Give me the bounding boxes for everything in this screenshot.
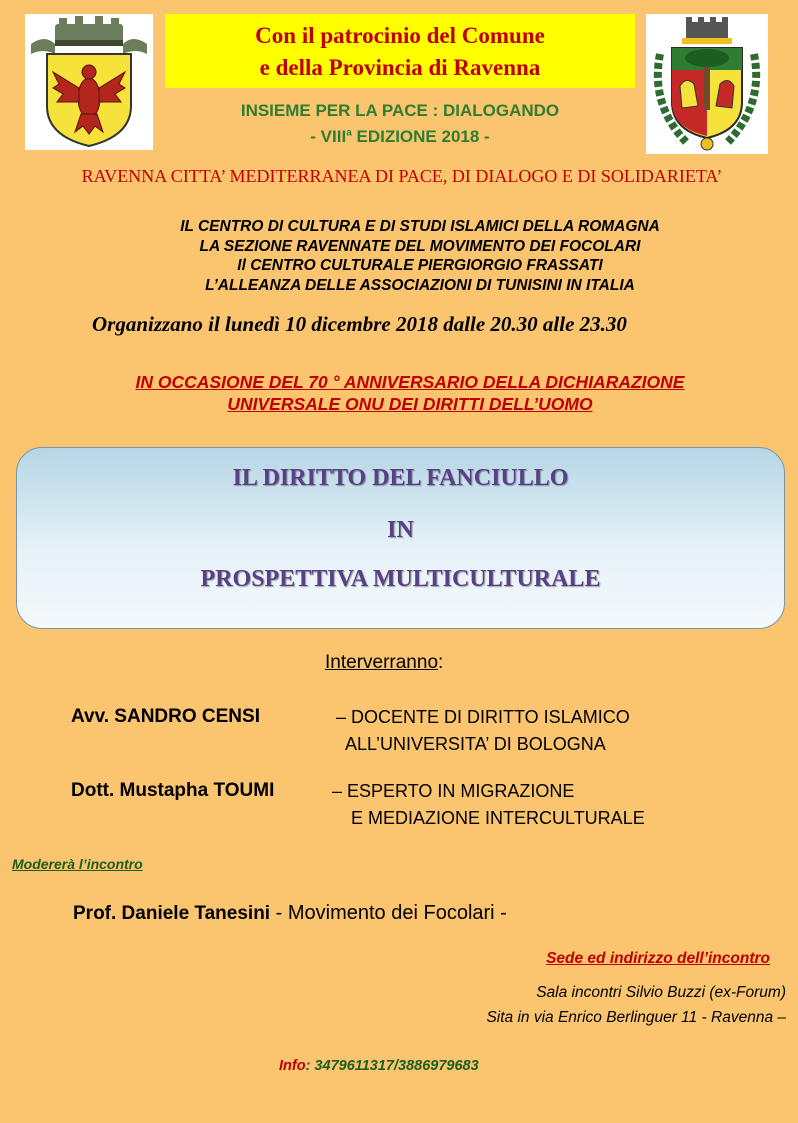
venue-heading: Sede ed indirizzo dell’incontro — [546, 950, 770, 967]
banner-title-line-2: IN — [387, 517, 414, 543]
speakers-heading — [325, 652, 443, 674]
moderator-affiliation: - Movimento dei Focolari - — [270, 902, 507, 924]
provincia-crest-logo — [25, 14, 153, 150]
moderator-line — [73, 902, 507, 925]
info-label: Info — [279, 1058, 306, 1074]
occasion-line-1: IN OCCASIONE DEL 70 ° ANNIVERSARIO DELLA DICHIARAZIONE — [135, 372, 685, 392]
venue-line-1: Sala incontri Silvio Buzzi (ex-Forum) — [536, 984, 786, 1001]
patronage-box — [165, 14, 635, 88]
patronage-line-2: e della Provincia di Ravenna — [259, 55, 541, 80]
edition-prefix: - VIII — [310, 127, 347, 146]
series-title: INSIEME PER LA PACE : DIALOGANDO — [240, 101, 560, 120]
edition-line — [165, 127, 635, 147]
speaker-name: Dott. Mustapha TOUMI — [71, 780, 275, 801]
edition-suffix: EDIZIONE 2018 - — [351, 127, 490, 146]
moderator-name: Prof. Daniele Tanesini — [73, 903, 271, 924]
speaker-role: – DOCENTE DI DIRITTO ISLAMICO — [336, 707, 630, 727]
speaker-role-cont: E MEDIAZIONE INTERCULTURALE — [351, 808, 645, 828]
venue-line-2: Sita in via Enrico Berlinguer 11 - Ravenna – — [486, 1009, 786, 1026]
occasion-line-2: UNIVERSALE ONU DEI DIRITTI DELL’UOMO — [227, 394, 593, 414]
motto-line: RAVENNA CITTA’ MEDITERRANEA DI PACE, DI DIALOGO E DI SOLIDARIETA’ — [81, 166, 723, 186]
organizers-list — [100, 217, 740, 295]
speaker-role: – ESPERTO IN MIGRAZIONE — [332, 781, 575, 801]
speaker-role-cont: ALL’UNIVERSITA’ DI BOLOGNA — [345, 734, 606, 754]
speakers-heading-colon: : — [438, 652, 444, 673]
info-line — [279, 1058, 479, 1074]
patronage-line-1: Con il patrocinio del Comune — [255, 23, 545, 48]
organizer-item: LA SEZIONE RAVENNATE DEL MOVIMENTO DEI FOCOLARI — [199, 237, 641, 255]
info-phones: : 3479611317/3886979683 — [305, 1058, 479, 1074]
organizer-item: IL CENTRO DI CULTURA E DI STUDI ISLAMICI DELLA ROMAGNA — [180, 218, 660, 235]
moderator-label: Modererà l’incontro — [12, 856, 143, 872]
organizer-item: L’ALLEANZA DELLE ASSOCIAZIONI DI TUNISINI IN ITALIA — [205, 276, 635, 294]
banner-title-line-1: IL DIRITTO DEL FANCIULLO — [232, 465, 569, 491]
speakers-heading-label: Interverranno — [325, 652, 439, 673]
banner-title-line-3: PROSPETTIVA MULTICULTURALE — [200, 566, 601, 592]
speaker-name: Avv. SANDRO CENSI — [71, 706, 260, 727]
edition-superscript: a — [346, 127, 352, 139]
schedule-line: Organizzano il lunedì 10 dicembre 2018 dalle 20.30 alle 23.30 — [92, 312, 627, 336]
comune-crest-logo — [646, 14, 768, 154]
organizer-item: Il CENTRO CULTURALE PIERGIORGIO FRASSATI — [237, 257, 603, 274]
occasion-block — [40, 371, 780, 415]
